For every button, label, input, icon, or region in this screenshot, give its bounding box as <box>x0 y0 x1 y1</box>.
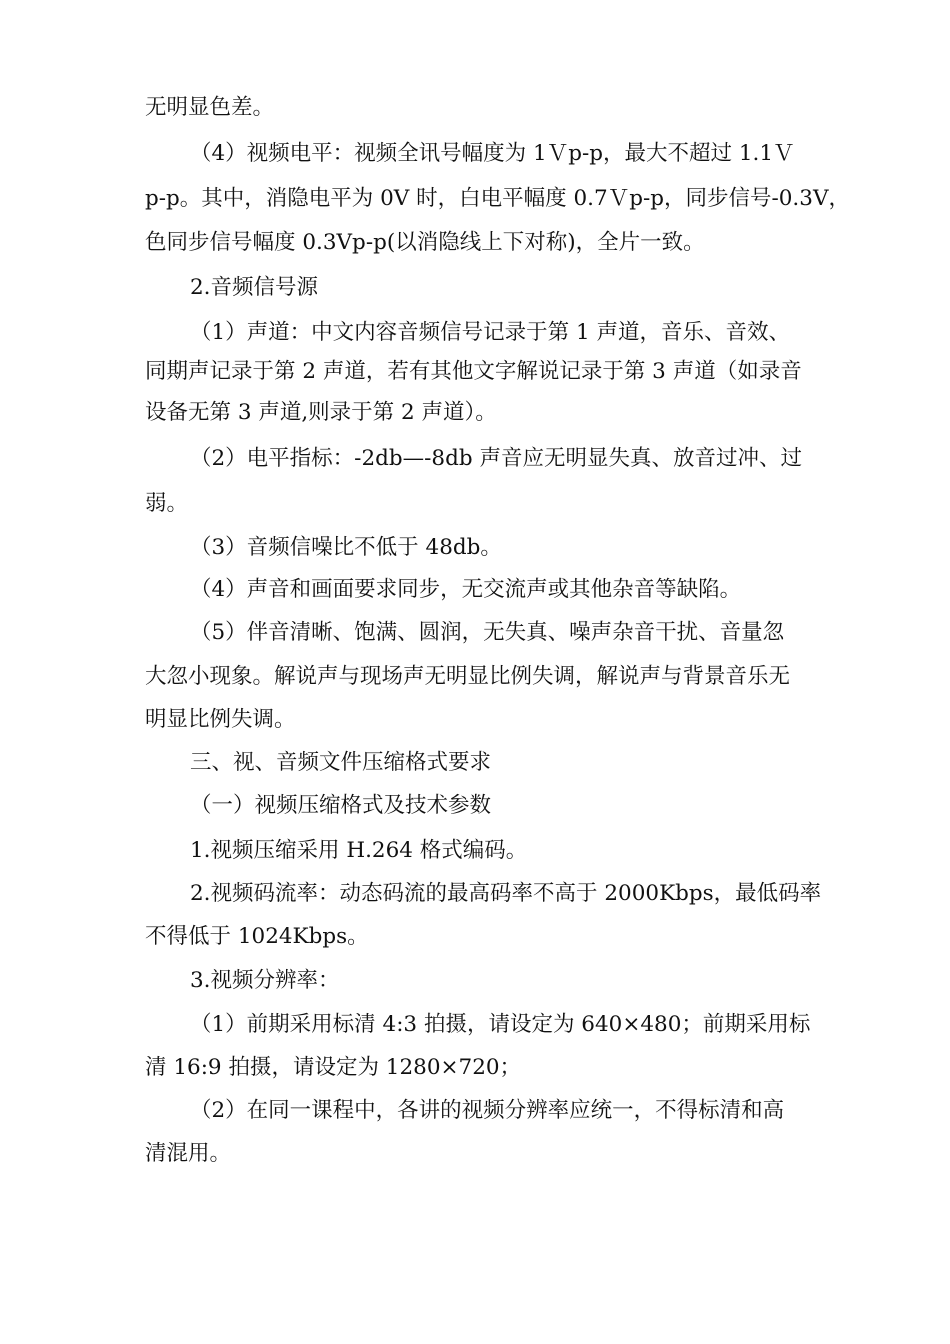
text-line: 不得低于 1024Kbps。 <box>145 924 369 949</box>
section-heading: 三、视、音频文件压缩格式要求 <box>190 750 492 775</box>
text-line: 清 16:9 拍摄，请设定为 1280×720； <box>145 1055 522 1080</box>
text-line: （2）电平指标：-2db—-8db 声音应无明显失真、放音过冲、过 <box>190 446 802 471</box>
text-line: 1.视频压缩采用 H.264 格式编码。 <box>190 838 528 863</box>
text-line: （4）视频电平：视频全讯号幅度为 1Ｖp-p，最大不超过 1.1Ｖ <box>190 141 795 166</box>
text-line: （1）声道：中文内容音频信号记录于第 1 声道，音乐、音效、 <box>190 320 791 345</box>
text-line: 色同步信号幅度 0.3Vp-p(以消隐线上下对称)，全片一致。 <box>145 230 705 255</box>
text-line: 设备无第 3 声道,则录于第 2 声道）。 <box>145 400 497 425</box>
text-line: 大忽小现象。解说声与现场声无明显比例失调，解说声与背景音乐无 <box>145 664 791 689</box>
text-line: 无明显色差。 <box>145 95 275 120</box>
text-line: 清混用。 <box>145 1141 232 1166</box>
text-line: 同期声记录于第 2 声道，若有其他文字解说记录于第 3 声道（如录音 <box>145 359 802 384</box>
text-line: 3.视频分辨率： <box>190 968 340 993</box>
text-line: （4）声音和画面要求同步，无交流声或其他杂音等缺陷。 <box>190 577 742 602</box>
text-line: （1）前期采用标清 4:3 拍摄，请设定为 640×480；前期采用标 <box>190 1012 811 1037</box>
text-line: （2）在同一课程中，各讲的视频分辨率应统一，不得标清和高 <box>190 1098 785 1123</box>
text-line: 2.视频码流率：动态码流的最高码率不高于 2000Kbps，最低码率 <box>190 881 822 906</box>
subsection-heading: （一）视频压缩格式及技术参数 <box>190 793 492 818</box>
text-line: p-p。其中，消隐电平为 0V 时，白电平幅度 0.7Ｖp-p，同步信号-0.3V， <box>145 186 850 211</box>
text-line: 明显比例失调。 <box>145 707 296 732</box>
section-heading: 2.音频信号源 <box>190 275 319 300</box>
text-line: （3）音频信噪比不低于 48db。 <box>190 535 502 560</box>
text-line: 弱。 <box>145 491 189 516</box>
text-line: （5）伴音清晰、饱满、圆润，无失真、噪声杂音干扰、音量忽 <box>190 620 785 645</box>
